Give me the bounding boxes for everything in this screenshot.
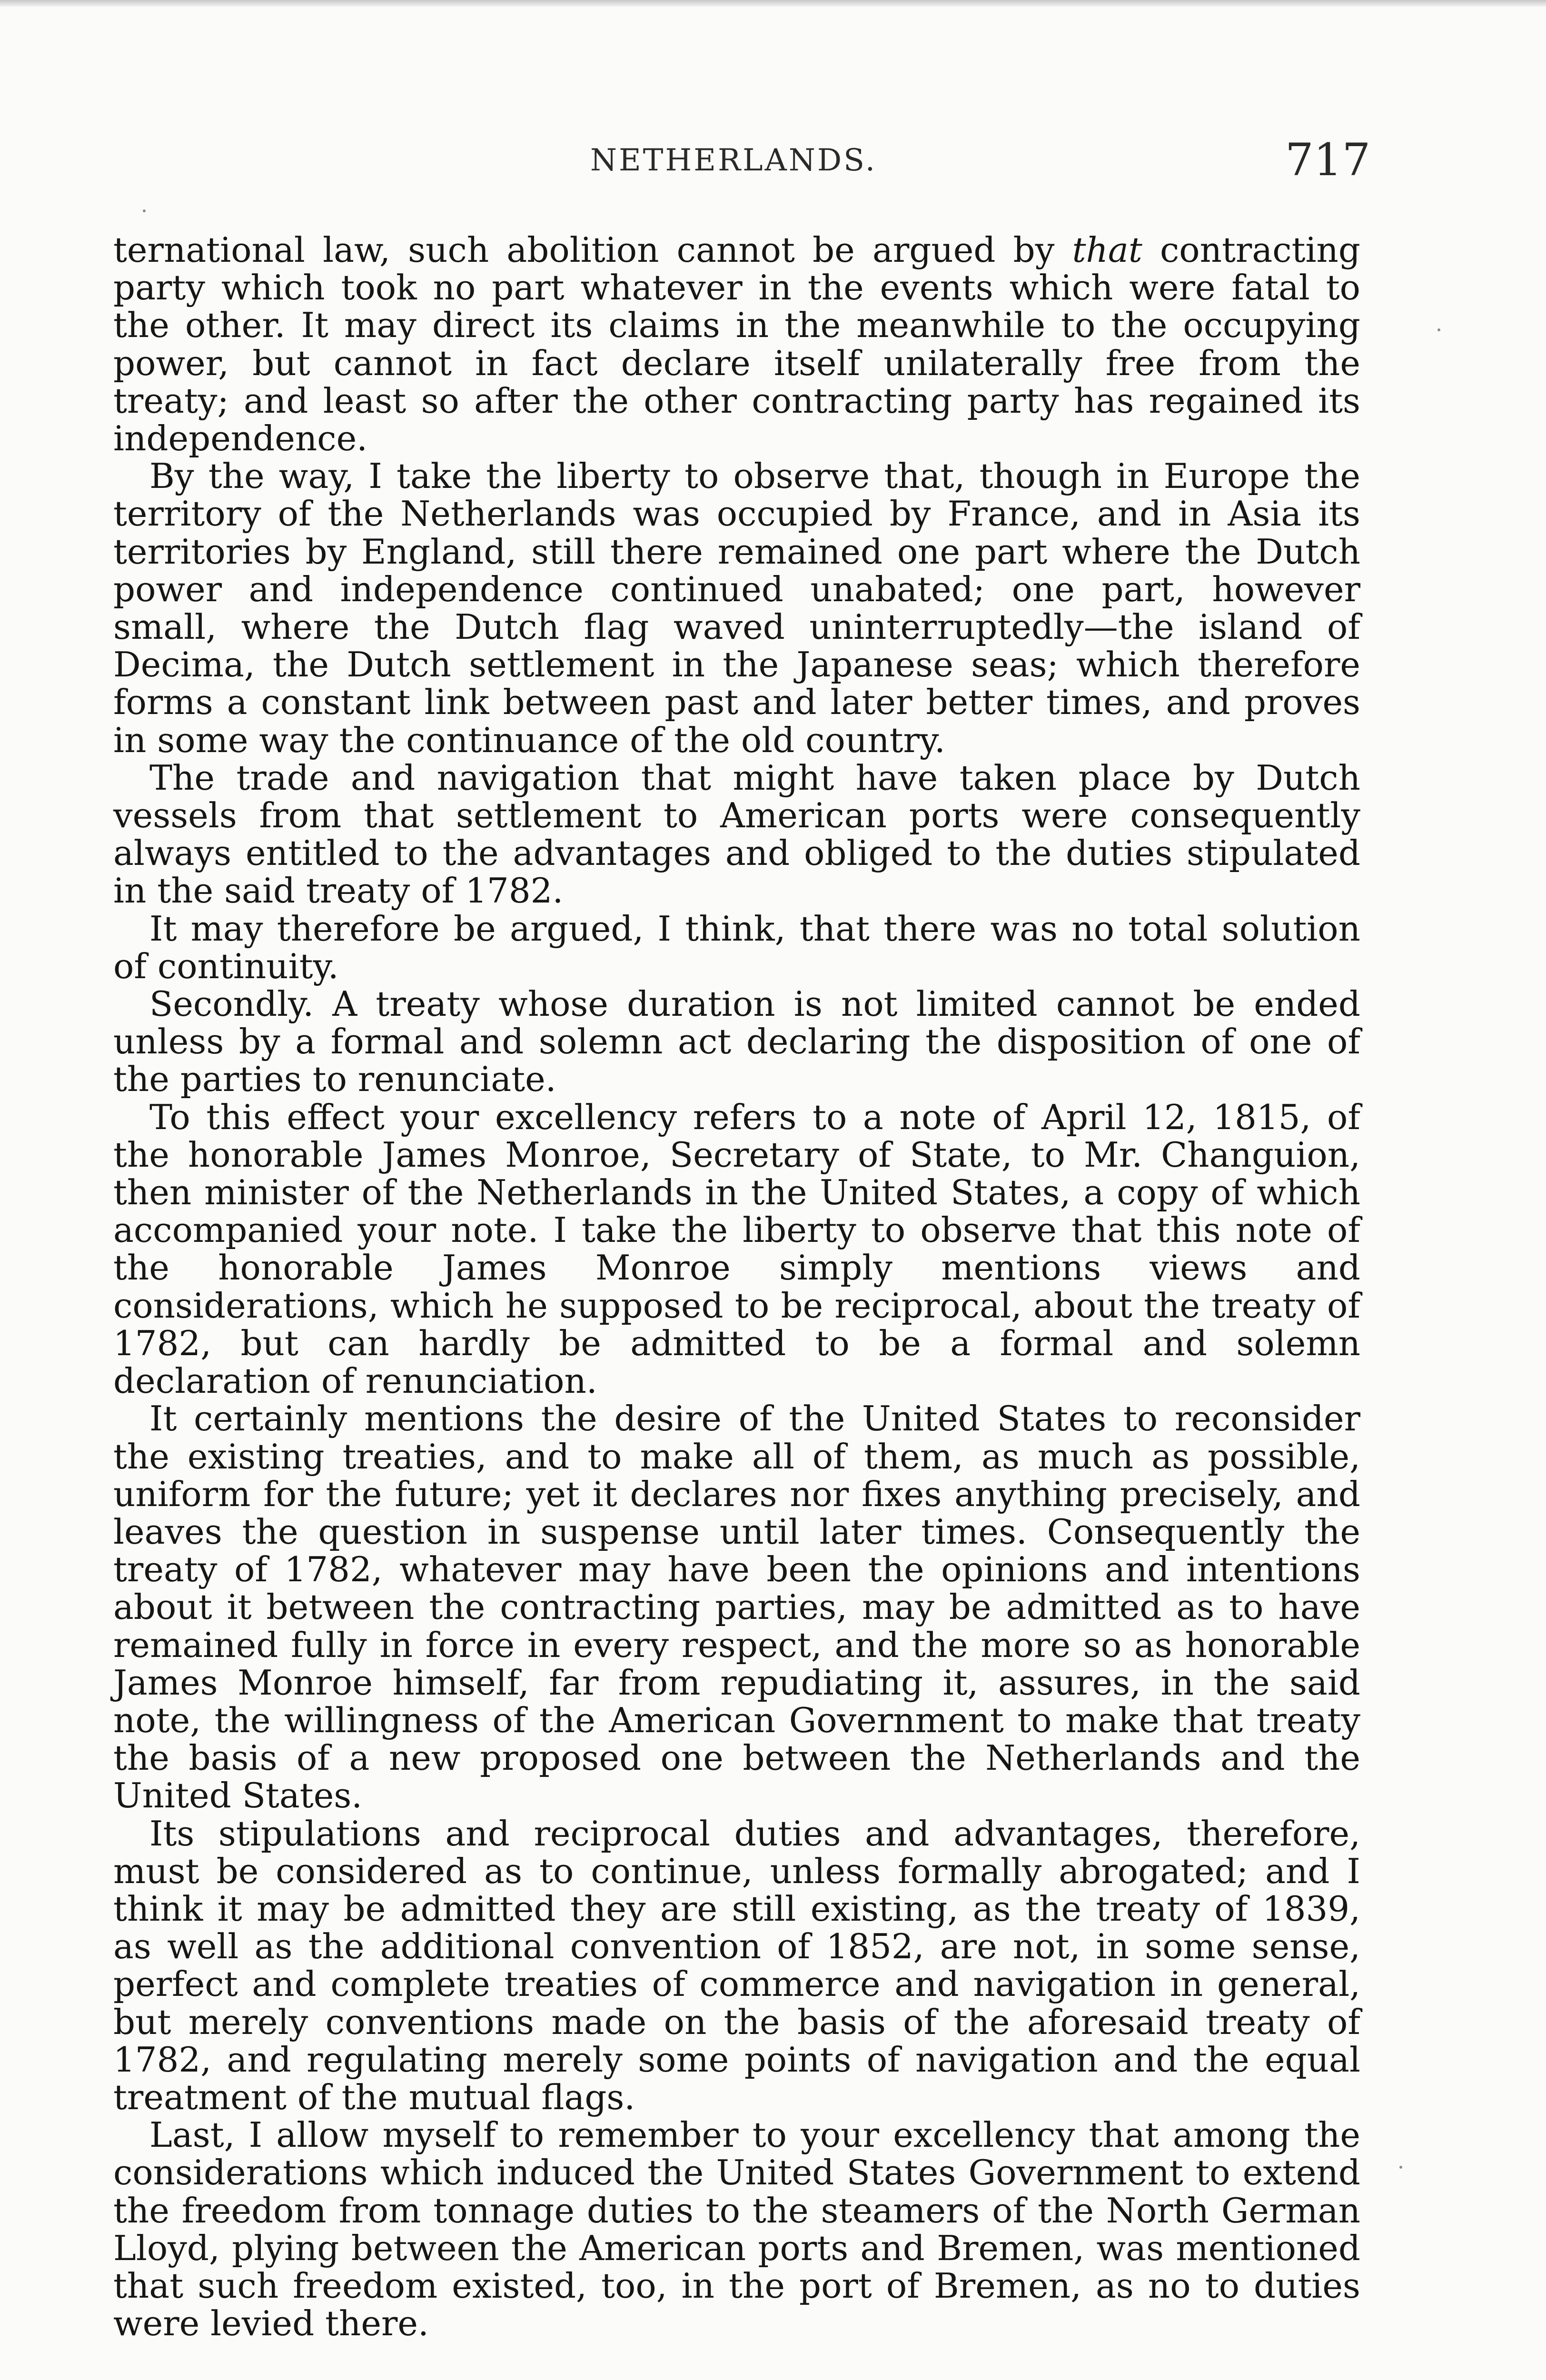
paragraph-text: contracting party which took no part whatever in the events which were fatal to the other. It may direct its claims in the meanwhile to the occupying power, but cannot in fact declare itself unilaterally free from the treaty; and least so after the other contracting party has regained its independence. (113, 230, 1361, 459)
paragraph-secondly: Secondly. A treaty whose duration is not limited cannot be ended unless by a formal and solemn act declaring the disposition of one of the parties to renunciate. (113, 984, 1360, 1100)
page-number: 717 (1285, 134, 1371, 186)
paragraph-stipulations: Its stipulations and reciprocal duties and advantages, therefore, must be considered as to continue, unless formally abrogated; and I think it may be admitted they are still existing, as the treaty of 1839, as well as the additional convention of 1852, are not, in some sense, perfect and complete treaties of commerce and navigation in general, but merely conventions made on the basis of the aforesaid treaty of 1782, and regulating merely some points of navigation and the equal treatment of the mutual flags. (113, 1813, 1360, 2117)
ink-speck (143, 209, 146, 212)
paragraph-continued (113, 231, 1360, 457)
running-title: NETHERLANDS. (590, 143, 877, 178)
paragraph-bremen: Last, I allow myself to remember to your excellency that among the considerations which induced the United States Government to extend the freedom from tonnage duties to the steamers of the North German Lloyd, plying between the American ports and Bremen, was mentioned that such freedom existed, too, in the port of Bremen, as no to duties were levied there. (113, 2115, 1360, 2344)
body-text (113, 231, 1360, 2342)
ink-speck (1399, 2166, 1402, 2169)
emphasis-text: that (1072, 230, 1142, 270)
paragraph-text: ternational law, such abolition cannot be argued by (113, 230, 1072, 270)
paragraph-decima: By the way, I take the liberty to observe that, though in Europe the territory of the Netherlands was occupied by France, and in Asia its territories by England, still there remained one part where the Dutch power and independence continued unabated; one part, however small, where the Dutch flag waved uninterruptedly—the island of Decima, the Dutch settlement in the Japanese seas; which therefore forms a constant link between past and later better times, and proves in some way the continuance of the old country. (113, 456, 1360, 760)
paragraph-monroe-note: To this effect your excellency refers to a note of April 12, 1815, of the honorable James Monroe, Secretary of State, to Mr. Changuion, then minister of the Netherlands in the United States, a copy of which accompanied your note. I take the liberty to observe that this note of the honorable James Monroe simply mentions views and considerations, which he supposed to be reciprocal, about the treaty of 1782, but can hardly be admitted to be a formal and solemn declaration of renunciation. (113, 1097, 1360, 1401)
page-top-edge (0, 0, 1546, 7)
paragraph-continuity: It may therefore be argued, I think, that there was no total solution of continuity. (113, 908, 1360, 986)
ink-speck (1437, 328, 1440, 331)
paragraph-trade: The trade and navigation that might have taken place by Dutch vessels from that settlement to American ports were consequently always entitled to the advantages and obliged to the duties stipulated in the said treaty of 1782. (113, 757, 1360, 911)
paragraph-reconsider: It certainly mentions the desire of the United States to reconsider the existing treaties, and to make all of them, as much as possible, uniform for the future; yet it declares nor fixes anything precisely, and leaves the question in suspense until later times. Consequently the treaty of 1782, whatever may have been the opinions and intentions about it between the contracting parties, may be admitted as to have remained fully in force in every respect, and the more so as honorable James Monroe himself, far from repudiating it, assures, in the said note, the willingness of the American Government to make that treaty the basis of a new proposed one between the Netherlands and the United States. (113, 1398, 1360, 1816)
